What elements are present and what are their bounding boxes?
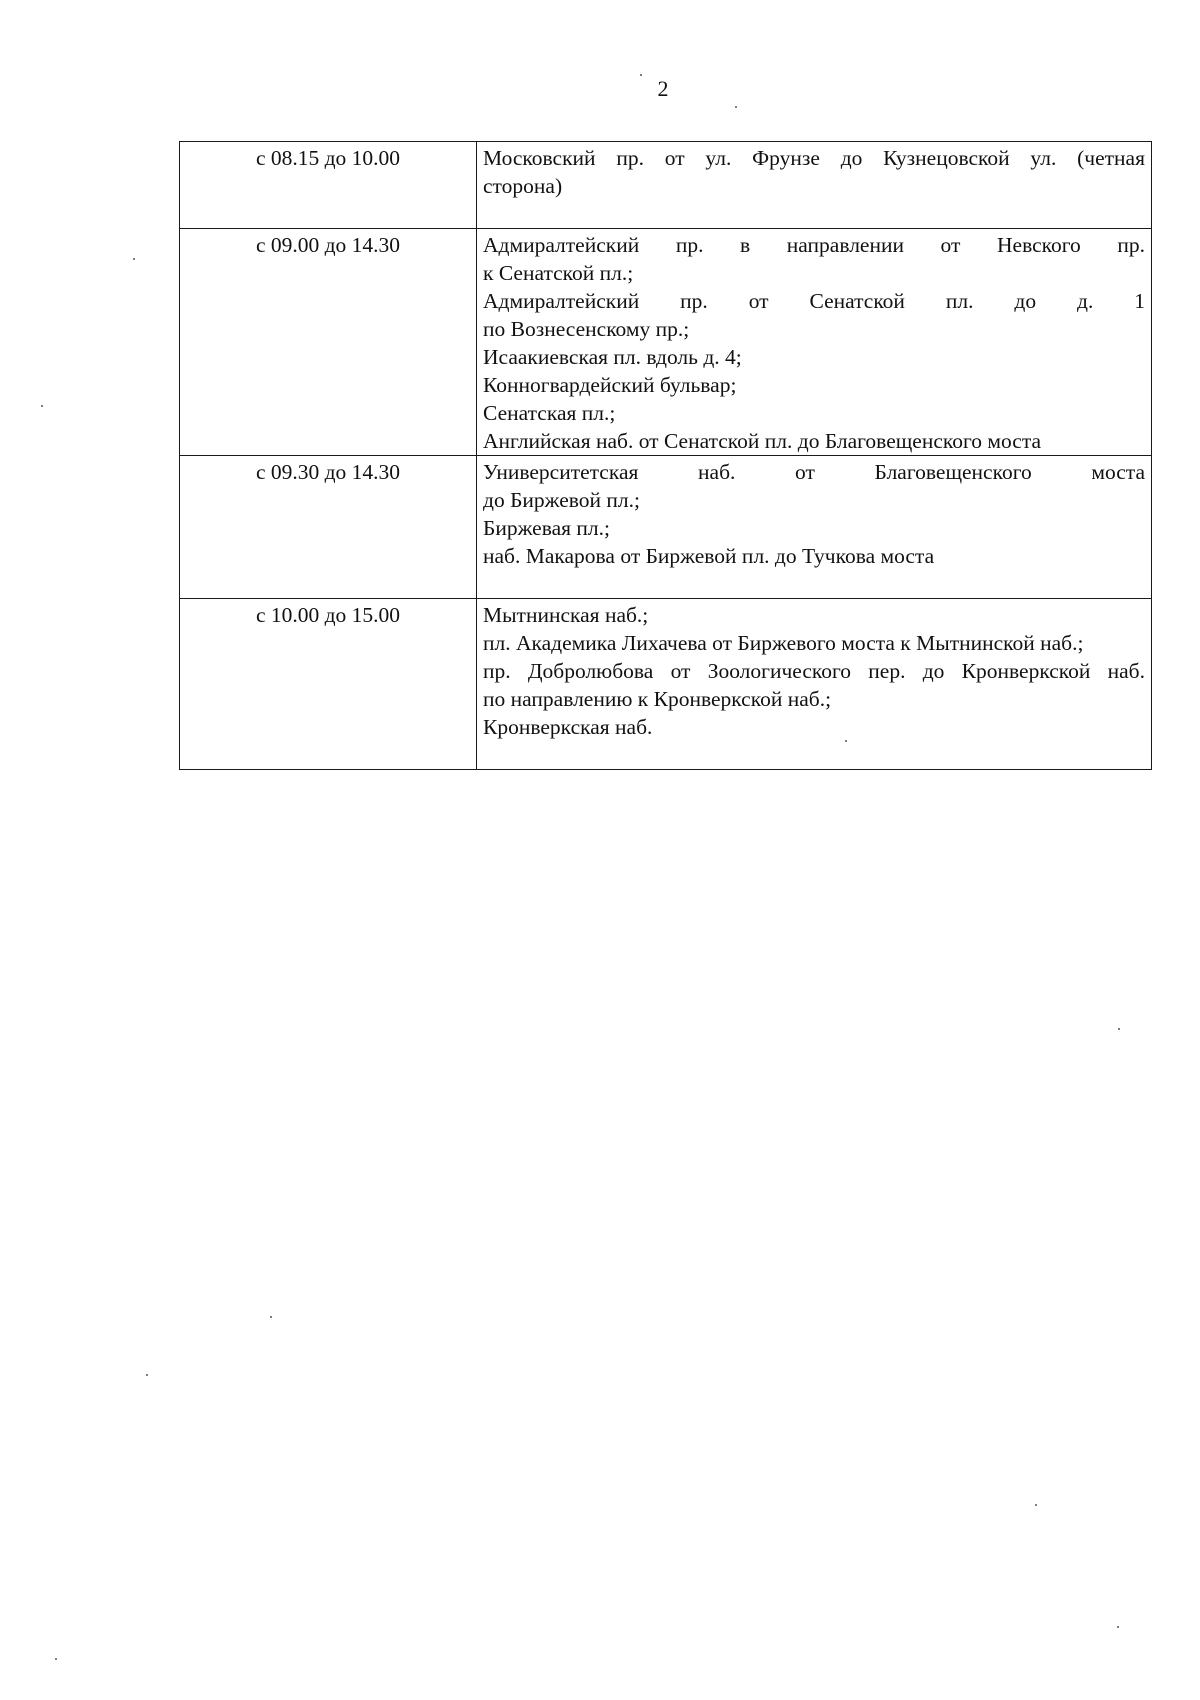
scan-speck — [845, 740, 847, 742]
scan-speck — [640, 74, 642, 76]
street-line: Университетская наб. от Благовещенского моста — [483, 460, 1145, 484]
scan-speck — [146, 1374, 148, 1376]
street-line: к Сенатской пл.; — [483, 261, 634, 285]
street-line: Сенатская пл.; — [483, 401, 616, 425]
street-line: по направлению к Кронверкской наб.; — [483, 687, 832, 711]
time-cell: с 09.00 до 14.30 — [180, 229, 477, 456]
street-line: Мытнинская наб.; — [483, 603, 649, 627]
scan-speck — [1035, 1504, 1037, 1506]
scan-speck — [1118, 1028, 1120, 1030]
street-line: Исаакиевская пл. вдоль д. 4; — [483, 345, 742, 369]
street-line: Кронверкская наб. — [483, 715, 653, 739]
schedule-table — [179, 141, 1152, 770]
streets-cell — [477, 229, 1152, 456]
street-line: Адмиралтейский пр. в направлении от Невского пр. — [483, 233, 1145, 257]
time-cell: с 09.30 до 14.30 — [180, 456, 477, 599]
table-row — [180, 456, 1152, 599]
street-line: сторона) — [483, 174, 563, 198]
time-cell: с 10.00 до 15.00 — [180, 599, 477, 770]
streets-cell — [477, 142, 1152, 229]
scan-speck — [1117, 1626, 1119, 1628]
street-line: Адмиралтейский пр. от Сенатской пл. до д. 1 — [483, 289, 1145, 313]
street-line: Московский пр. от ул. Фрунзе до Кузнецовской ул. (четная — [483, 146, 1145, 170]
street-line: наб. Макарова от Биржевой пл. до Тучкова моста — [483, 544, 935, 568]
table-row — [180, 229, 1152, 456]
scan-speck — [41, 405, 43, 407]
street-line: Английская наб. от Сенатской пл. до Благовещенского моста — [483, 429, 1042, 453]
scan-speck — [133, 258, 135, 260]
street-line: до Биржевой пл.; — [483, 488, 640, 512]
street-line: пр. Добролюбова от Зоологического пер. до Кронверкской наб. — [483, 659, 1145, 683]
scan-speck — [270, 1316, 272, 1318]
table-row — [180, 142, 1152, 229]
scan-speck — [55, 1658, 57, 1660]
scan-speck — [735, 106, 737, 108]
page-number: 2 — [657, 76, 669, 101]
street-line: по Вознесенскому пр.; — [483, 317, 690, 341]
streets-cell — [477, 456, 1152, 599]
street-line: пл. Академика Лихачева от Биржевого моста к Мытнинской наб.; — [483, 631, 1084, 655]
streets-cell — [477, 599, 1152, 770]
table-row — [180, 599, 1152, 770]
time-cell: с 08.15 до 10.00 — [180, 142, 477, 229]
street-line: Биржевая пл.; — [483, 516, 610, 540]
street-line: Конногвардейский бульвар; — [483, 373, 737, 397]
